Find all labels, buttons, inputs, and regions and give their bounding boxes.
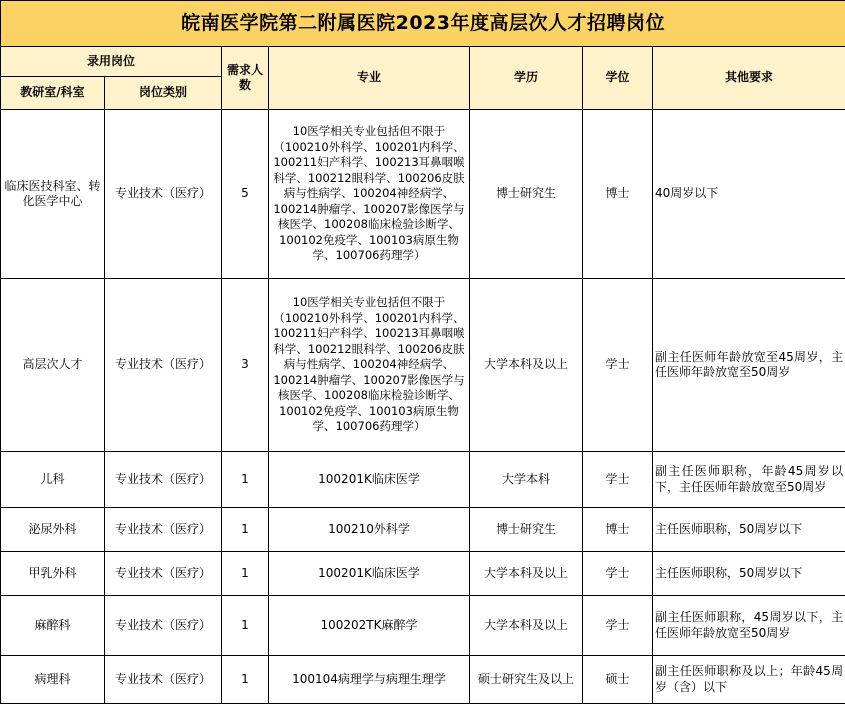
header-degree: 学位 [583, 47, 653, 110]
other-cell: 主任医师职称，50周岁以下 [653, 552, 845, 596]
category-cell: 专业技术（医疗） [105, 279, 222, 452]
count-cell: 1 [222, 452, 269, 508]
degree-cell: 博士 [583, 110, 653, 279]
degree-cell: 学士 [583, 452, 653, 508]
other-cell: 副主任医师职称，年龄45周岁以下，主任医师年龄放宽至50周岁 [653, 452, 845, 508]
category-cell: 专业技术（医疗） [105, 552, 222, 596]
count-cell: 1 [222, 656, 269, 704]
dept-cell: 临床医技科室、转化医学中心 [1, 110, 105, 279]
page-title: 皖南医学院第二附属医院2023年度高层次人才招聘岗位 [1, 1, 845, 47]
education-cell: 大学本科及以上 [470, 279, 583, 452]
count-cell: 1 [222, 508, 269, 552]
education-cell: 大学本科 [470, 452, 583, 508]
education-cell: 博士研究生 [470, 508, 583, 552]
dept-cell: 儿科 [1, 452, 105, 508]
category-cell: 专业技术（医疗） [105, 452, 222, 508]
count-cell: 5 [222, 110, 269, 279]
degree-cell: 硕士 [583, 656, 653, 704]
header-count: 需求人数 [222, 47, 269, 110]
table-row [1, 508, 845, 552]
dept-cell: 甲乳外科 [1, 552, 105, 596]
header-major: 专业 [269, 47, 470, 110]
count-cell: 3 [222, 279, 269, 452]
count-cell: 1 [222, 552, 269, 596]
dept-cell: 病理科 [1, 656, 105, 704]
degree-cell: 学士 [583, 596, 653, 656]
major-cell: 100104病理学与病理生理学 [269, 656, 470, 704]
education-cell: 大学本科及以上 [470, 596, 583, 656]
table-row [1, 279, 845, 452]
major-cell: 10医学相关专业包括但不限于（100210外科学、100201内科学、100211妇产科学、100213耳鼻咽喉科学、100212眼科学、100206皮肤病与性病学、100204神经病学、100214肿瘤学、100207影像医学与核医学、100208临床检验诊断学、100102免疫学、100103病原生物学、100706药理学） [269, 110, 470, 279]
count-cell: 1 [222, 596, 269, 656]
category-cell: 专业技术（医疗） [105, 508, 222, 552]
category-cell: 专业技术（医疗） [105, 110, 222, 279]
major-cell: 100210外科学 [269, 508, 470, 552]
header-education: 学历 [470, 47, 583, 110]
header-category: 岗位类别 [105, 77, 222, 110]
major-cell: 100201K临床医学 [269, 452, 470, 508]
table-row [1, 656, 845, 704]
table-row [1, 110, 845, 279]
education-cell: 博士研究生 [470, 110, 583, 279]
other-cell: 主任医师职称，50周岁以下 [653, 508, 845, 552]
category-cell: 专业技术（医疗） [105, 596, 222, 656]
degree-cell: 博士 [583, 508, 653, 552]
dept-cell: 高层次人才 [1, 279, 105, 452]
major-cell: 100202TK麻醉学 [269, 596, 470, 656]
other-cell: 副主任医师职称，45周岁以下，主任医师年龄放宽至50周岁 [653, 596, 845, 656]
category-cell: 专业技术（医疗） [105, 656, 222, 704]
table-row [1, 452, 845, 508]
header-dept: 教研室/科室 [1, 77, 105, 110]
other-cell: 副主任医师年龄放宽至45周岁，主任医师年龄放宽至50周岁 [653, 279, 845, 452]
major-cell: 10医学相关专业包括但不限于（100210外科学、100201内科学、100211妇产科学、100213耳鼻咽喉科学、100212眼科学、100206皮肤病与性病学、100204神经病学、100214肿瘤学、100207影像医学与核医学、100208临床检验诊断学、100102免疫学、100103病原生物学、100706药理学） [269, 279, 470, 452]
major-cell: 100201K临床医学 [269, 552, 470, 596]
degree-cell: 学士 [583, 279, 653, 452]
table-row [1, 552, 845, 596]
degree-cell: 学士 [583, 552, 653, 596]
other-cell: 副主任医师职称及以上；年龄45周岁（含）以下 [653, 656, 845, 704]
header-position-group: 录用岗位 [1, 47, 222, 77]
header-other: 其他要求 [653, 47, 845, 110]
dept-cell: 泌尿外科 [1, 508, 105, 552]
table-row [1, 596, 845, 656]
education-cell: 硕士研究生及以上 [470, 656, 583, 704]
other-cell: 40周岁以下 [653, 110, 845, 279]
dept-cell: 麻醉科 [1, 596, 105, 656]
education-cell: 大学本科及以上 [470, 552, 583, 596]
